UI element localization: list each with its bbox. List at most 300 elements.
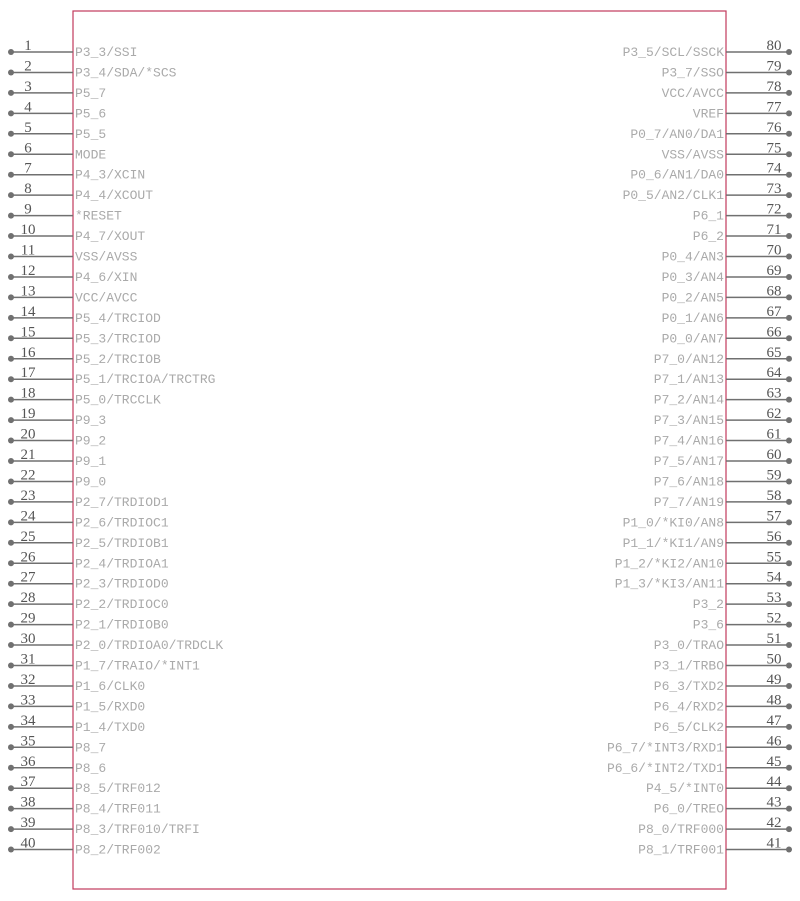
- pin-71: [693, 222, 792, 244]
- pin-label: P1_6/CLK0: [75, 678, 146, 694]
- pin-end-dot: [786, 90, 792, 96]
- pin-number: 65: [766, 344, 782, 361]
- pin-32: [8, 672, 145, 694]
- pin-62: [654, 406, 792, 428]
- pin-number: 55: [766, 549, 782, 566]
- pin-label: P0_7/AN0/DA1: [630, 126, 724, 142]
- pin-label: P5_3/TRCIOD: [75, 331, 161, 347]
- pin-end-dot: [786, 315, 792, 321]
- pin-label: P7_1/AN13: [653, 372, 724, 388]
- pin-number: 2: [24, 58, 32, 75]
- pin-number: 66: [766, 324, 782, 341]
- pin-60: [654, 447, 792, 469]
- ic-body-outline: [73, 11, 726, 889]
- pin-72: [693, 202, 792, 224]
- pin-end-dot: [8, 192, 14, 198]
- pin-label: P4_6/XIN: [75, 269, 138, 285]
- pin-label: P4_4/XCOUT: [75, 188, 154, 204]
- pin-74: [630, 161, 792, 183]
- pin-9: [8, 202, 122, 224]
- pin-number: 62: [766, 406, 782, 423]
- pin-55: [615, 549, 792, 571]
- pin-end-dot: [8, 356, 14, 362]
- pin-75: [662, 140, 792, 162]
- pin-label: P7_0/AN12: [653, 351, 724, 367]
- pin-number: 30: [20, 631, 36, 648]
- pin-label: P7_3/AN15: [653, 413, 724, 429]
- pin-label: P2_0/TRDIOA0/TRDCLK: [75, 638, 224, 654]
- pin-label: P5_0/TRCCLK: [75, 392, 161, 408]
- pin-14: [8, 304, 161, 326]
- pin-end-dot: [786, 49, 792, 55]
- pin-69: [662, 263, 792, 285]
- pin-67: [662, 304, 792, 326]
- pin-53: [693, 590, 792, 612]
- pin-50: [654, 652, 792, 674]
- pin-4: [8, 99, 106, 121]
- pin-label: P6_0/TREO: [653, 801, 724, 817]
- pin-end-dot: [786, 397, 792, 403]
- pin-label: VREF: [692, 106, 724, 122]
- pin-end-dot: [8, 172, 14, 178]
- pin-number: 9: [24, 201, 32, 218]
- pin-52: [693, 611, 792, 633]
- pin-24: [8, 508, 169, 530]
- pin-number: 63: [766, 385, 782, 402]
- pin-end-dot: [8, 438, 14, 444]
- pin-27: [8, 570, 169, 592]
- pin-label: VCC/AVCC: [661, 85, 724, 101]
- pin-47: [654, 713, 792, 735]
- pin-label: P1_5/RXD0: [75, 699, 146, 715]
- pin-number: 45: [766, 753, 782, 770]
- pin-34: [8, 713, 145, 735]
- pin-number: 46: [766, 733, 782, 750]
- pin-end-dot: [786, 622, 792, 628]
- pin-end-dot: [8, 663, 14, 669]
- pin-37: [8, 774, 161, 796]
- pin-label: P1_0/*KI0/AN8: [622, 515, 724, 531]
- pin-7: [8, 161, 145, 183]
- pin-17: [8, 365, 215, 387]
- pin-79: [662, 58, 792, 80]
- pin-label: P3_3/SSI: [75, 45, 138, 60]
- pin-end-dot: [8, 49, 14, 55]
- pin-number: 27: [20, 569, 36, 586]
- pin-end-dot: [786, 356, 792, 362]
- pin-number: 77: [766, 99, 782, 116]
- pin-label: P2_6/TRDIOC1: [75, 515, 169, 531]
- pin-end-dot: [8, 724, 14, 730]
- pin-number: 21: [20, 447, 36, 463]
- pin-label: P8_4/TRF011: [75, 801, 161, 817]
- pin-43: [654, 795, 792, 817]
- pin-label: P3_2: [692, 597, 724, 613]
- pin-number: 35: [20, 733, 36, 750]
- pin-number: 57: [766, 508, 782, 525]
- pin-number: 73: [766, 181, 782, 198]
- pin-label: P1_4/TXD0: [75, 719, 146, 735]
- pin-label: VCC/AVCC: [75, 290, 138, 306]
- pin-end-dot: [786, 765, 792, 771]
- pin-number: 26: [20, 549, 36, 566]
- pin-label: MODE: [75, 147, 107, 163]
- pin-61: [654, 427, 792, 449]
- pin-number: 19: [20, 406, 36, 423]
- pin-number: 5: [24, 119, 32, 136]
- pin-20: [8, 427, 106, 449]
- pin-number: 72: [766, 201, 782, 218]
- pin-end-dot: [786, 540, 792, 546]
- pin-80: [623, 38, 792, 60]
- pin-end-dot: [786, 417, 792, 423]
- pin-58: [654, 488, 792, 510]
- pin-end-dot: [786, 458, 792, 464]
- pin-number: 78: [766, 78, 782, 95]
- pin-2: [8, 58, 177, 80]
- pin-end-dot: [786, 806, 792, 812]
- pin-64: [654, 365, 792, 387]
- pin-end-dot: [786, 254, 792, 260]
- pin-number: 32: [20, 671, 36, 688]
- pin-label: P4_5/*INT0: [645, 781, 724, 797]
- pin-label: P2_3/TRDIOD0: [75, 576, 169, 592]
- pin-number: 8: [24, 181, 32, 198]
- pin-end-dot: [786, 151, 792, 157]
- pin-end-dot: [786, 560, 792, 566]
- pin-number: 22: [20, 467, 36, 484]
- pin-number: 75: [766, 140, 782, 157]
- pin-end-dot: [786, 847, 792, 853]
- pin-end-dot: [8, 233, 14, 239]
- pin-label: P1_7/TRAIO/*INT1: [75, 658, 200, 674]
- pin-end-dot: [8, 806, 14, 812]
- pin-label: P4_3/XCIN: [75, 167, 146, 183]
- pin-end-dot: [786, 581, 792, 587]
- pin-number: 14: [20, 303, 36, 320]
- pin-57: [623, 508, 792, 530]
- pin-label: P5_7: [75, 85, 107, 101]
- pin-label: P0_0/AN7: [661, 331, 724, 347]
- pin-end-dot: [8, 294, 14, 300]
- pin-number: 67: [766, 303, 782, 320]
- pin-number: 56: [766, 528, 782, 545]
- pin-number: 42: [766, 815, 782, 832]
- pin-end-dot: [786, 519, 792, 525]
- pin-number: 47: [766, 712, 782, 729]
- pin-number: 58: [766, 487, 782, 504]
- pin-end-dot: [786, 213, 792, 219]
- pin-number: 34: [20, 712, 36, 729]
- pin-end-dot: [8, 560, 14, 566]
- pin-31: [8, 652, 200, 674]
- pin-number: 17: [20, 365, 36, 382]
- pin-number: 51: [766, 631, 782, 648]
- pin-end-dot: [786, 192, 792, 198]
- pin-end-dot: [8, 540, 14, 546]
- pin-label: P0_2/AN5: [661, 290, 724, 306]
- pin-label: P5_5: [75, 126, 107, 142]
- pin-number: 54: [766, 569, 782, 586]
- pin-label: P7_5/AN17: [653, 454, 724, 469]
- pin-73: [623, 181, 792, 203]
- pin-end-dot: [8, 274, 14, 280]
- pin-number: 44: [766, 774, 782, 791]
- pin-end-dot: [786, 69, 792, 75]
- pin-33: [8, 692, 145, 714]
- pin-end-dot: [8, 519, 14, 525]
- pin-number: 11: [20, 242, 36, 259]
- pin-number: 52: [766, 610, 782, 627]
- pin-end-dot: [8, 703, 14, 709]
- pin-number: 6: [24, 140, 32, 157]
- pin-25: [8, 529, 169, 551]
- pin-end-dot: [8, 131, 14, 137]
- pin-label: P4_7/XOUT: [75, 229, 146, 245]
- pin-label: P2_2/TRDIOC0: [75, 597, 169, 613]
- pin-end-dot: [8, 417, 14, 423]
- pin-21: [8, 447, 106, 469]
- pin-45: [607, 754, 792, 776]
- pin-end-dot: [786, 110, 792, 116]
- pin-number: 15: [20, 324, 36, 341]
- pin-46: [607, 733, 792, 755]
- pin-label: P6_5/CLK2: [653, 719, 724, 735]
- pin-number: 59: [766, 467, 782, 484]
- pin-end-dot: [8, 478, 14, 484]
- pin-end-dot: [8, 90, 14, 96]
- pin-number: 29: [20, 610, 36, 627]
- pin-end-dot: [786, 785, 792, 791]
- pin-44: [646, 774, 792, 796]
- pin-end-dot: [786, 499, 792, 505]
- pin-label: P5_4/TRCIOD: [75, 310, 161, 326]
- pin-end-dot: [786, 724, 792, 730]
- pin-end-dot: [786, 376, 792, 382]
- pin-label: P5_1/TRCIOA/TRCTRG: [75, 372, 216, 388]
- pin-end-dot: [786, 601, 792, 607]
- pin-end-dot: [786, 826, 792, 832]
- pin-number: 49: [766, 671, 782, 688]
- pin-number: 68: [766, 283, 782, 300]
- pin-number: 16: [20, 344, 36, 361]
- pin-label: P3_6: [692, 617, 724, 633]
- pin-end-dot: [786, 172, 792, 178]
- pin-65: [654, 345, 792, 367]
- pin-label: P0_3/AN4: [661, 269, 724, 285]
- pin-38: [8, 795, 161, 817]
- pin-number: 4: [24, 99, 32, 116]
- pin-5: [8, 120, 106, 142]
- pin-end-dot: [8, 785, 14, 791]
- pin-label: P6_2: [692, 229, 724, 245]
- pin-label: P6_4/RXD2: [653, 699, 724, 715]
- pin-22: [8, 467, 106, 489]
- pin-59: [654, 467, 792, 489]
- pin-label: P9_0: [75, 474, 107, 490]
- pin-end-dot: [786, 294, 792, 300]
- pin-41: [638, 836, 792, 858]
- pin-end-dot: [8, 397, 14, 403]
- pin-56: [623, 529, 792, 551]
- pin-end-dot: [8, 69, 14, 75]
- pin-10: [8, 222, 145, 244]
- pin-label: P7_2/AN14: [653, 392, 724, 408]
- pin-end-dot: [786, 642, 792, 648]
- pin-35: [8, 733, 106, 755]
- pin-end-dot: [786, 703, 792, 709]
- pin-end-dot: [8, 254, 14, 260]
- pin-number: 53: [766, 590, 782, 607]
- pin-number: 13: [20, 283, 36, 300]
- pin-number: 31: [20, 651, 36, 668]
- pin-49: [654, 672, 792, 694]
- pin-end-dot: [8, 744, 14, 750]
- pin-label: P6_3/TXD2: [653, 678, 724, 694]
- pin-78: [662, 79, 792, 101]
- pin-end-dot: [8, 847, 14, 853]
- pin-number: 41: [766, 835, 782, 852]
- pin-number: 76: [766, 119, 782, 136]
- pin-16: [8, 345, 161, 367]
- pin-label: P6_1: [692, 208, 724, 224]
- pin-end-dot: [8, 499, 14, 505]
- pin-48: [654, 692, 792, 714]
- pin-number: 25: [20, 528, 36, 545]
- pin-3: [8, 79, 106, 101]
- pin-54: [615, 570, 792, 592]
- right-pin-group: [607, 38, 792, 858]
- pin-6: [8, 140, 106, 162]
- pin-end-dot: [8, 213, 14, 219]
- pin-end-dot: [8, 151, 14, 157]
- pin-label: P2_4/TRDIOA1: [75, 556, 169, 572]
- pin-label: P2_7/TRDIOD1: [75, 494, 169, 510]
- pin-number: 37: [20, 774, 36, 791]
- pin-number: 24: [20, 508, 36, 525]
- pin-label: P5_2/TRCIOB: [75, 351, 161, 367]
- pin-end-dot: [8, 376, 14, 382]
- pin-77: [693, 99, 792, 121]
- pin-68: [662, 283, 792, 305]
- pin-label: P2_1/TRDIOB0: [75, 617, 169, 633]
- pin-label: P9_3: [75, 413, 107, 429]
- pin-label: P3_0/TRAO: [653, 638, 724, 654]
- pin-end-dot: [8, 622, 14, 628]
- pin-label: P7_6/AN18: [653, 474, 724, 490]
- pin-23: [8, 488, 169, 510]
- pin-number: 28: [20, 590, 36, 607]
- pin-number: 74: [766, 160, 782, 177]
- pin-8: [8, 181, 153, 203]
- pin-number: 36: [20, 753, 36, 770]
- pin-number: 69: [766, 262, 782, 279]
- pin-label: P0_4/AN3: [661, 249, 724, 265]
- pin-label: *RESET: [75, 208, 122, 224]
- pin-label: P3_4/SDA/*SCS: [75, 65, 177, 81]
- pin-end-dot: [786, 663, 792, 669]
- pin-42: [638, 815, 792, 837]
- pin-number: 70: [766, 242, 782, 259]
- pin-label: P7_7/AN19: [653, 494, 724, 510]
- pin-end-dot: [786, 683, 792, 689]
- pin-40: [8, 836, 161, 858]
- pin-28: [8, 590, 169, 612]
- pin-label: P9_2: [75, 433, 107, 449]
- pin-end-dot: [786, 744, 792, 750]
- pin-label: P0_6/AN1/DA0: [630, 167, 724, 183]
- pin-end-dot: [786, 438, 792, 444]
- pin-label: P3_7/SSO: [661, 65, 724, 81]
- pin-66: [662, 324, 792, 346]
- pin-label: P1_3/*KI3/AN11: [614, 576, 724, 592]
- pin-label: VSS/AVSS: [75, 249, 138, 265]
- pin-number: 64: [766, 365, 782, 382]
- pin-end-dot: [8, 458, 14, 464]
- pin-number: 7: [24, 160, 32, 177]
- pin-label: P9_1: [75, 454, 107, 469]
- pin-number: 40: [20, 835, 36, 852]
- pin-label: P3_5/SCL/SSCK: [622, 45, 724, 60]
- pin-label: P1_2/*KI2/AN10: [614, 556, 724, 572]
- pin-end-dot: [8, 335, 14, 341]
- pin-label: P0_5/AN2/CLK1: [622, 188, 724, 204]
- pin-end-dot: [786, 274, 792, 280]
- pin-label: P1_1/*KI1/AN9: [622, 535, 724, 551]
- pin-30: [8, 631, 223, 653]
- pin-15: [8, 324, 161, 346]
- pin-label: P8_5/TRF012: [75, 781, 161, 797]
- pin-number: 18: [20, 385, 36, 402]
- pin-label: P8_2/TRF002: [75, 842, 161, 858]
- pin-end-dot: [786, 233, 792, 239]
- pin-number: 38: [20, 794, 36, 811]
- pin-end-dot: [786, 335, 792, 341]
- pin-label: VSS/AVSS: [661, 147, 724, 163]
- pin-end-dot: [8, 601, 14, 607]
- pin-label: P8_1/TRF001: [638, 842, 724, 858]
- pin-number: 61: [766, 426, 782, 443]
- pin-end-dot: [8, 581, 14, 587]
- pin-76: [630, 120, 792, 142]
- pin-36: [8, 754, 106, 776]
- pin-29: [8, 611, 169, 633]
- pin-end-dot: [8, 315, 14, 321]
- pin-number: 71: [766, 222, 782, 239]
- pin-end-dot: [8, 826, 14, 832]
- pin-number: 1: [24, 38, 32, 54]
- pin-label: P6_7/*INT3/RXD1: [606, 740, 724, 756]
- pin-18: [8, 386, 161, 408]
- pin-number: 23: [20, 487, 36, 504]
- pin-number: 3: [24, 78, 32, 95]
- pin-number: 33: [20, 692, 36, 709]
- pin-number: 50: [766, 651, 782, 668]
- pin-label: P5_6: [75, 106, 107, 122]
- pin-label: P8_7: [75, 740, 107, 756]
- pin-number: 48: [766, 692, 782, 709]
- pin-end-dot: [786, 131, 792, 137]
- pin-end-dot: [786, 478, 792, 484]
- pin-end-dot: [8, 642, 14, 648]
- pin-label: P7_4/AN16: [653, 433, 724, 449]
- pin-label: P8_0/TRF000: [638, 822, 724, 838]
- pin-end-dot: [8, 683, 14, 689]
- pin-number: 43: [766, 794, 782, 811]
- pin-label: P8_6: [75, 760, 107, 776]
- pin-number: 12: [20, 262, 36, 279]
- pin-label: P0_1/AN6: [661, 310, 724, 326]
